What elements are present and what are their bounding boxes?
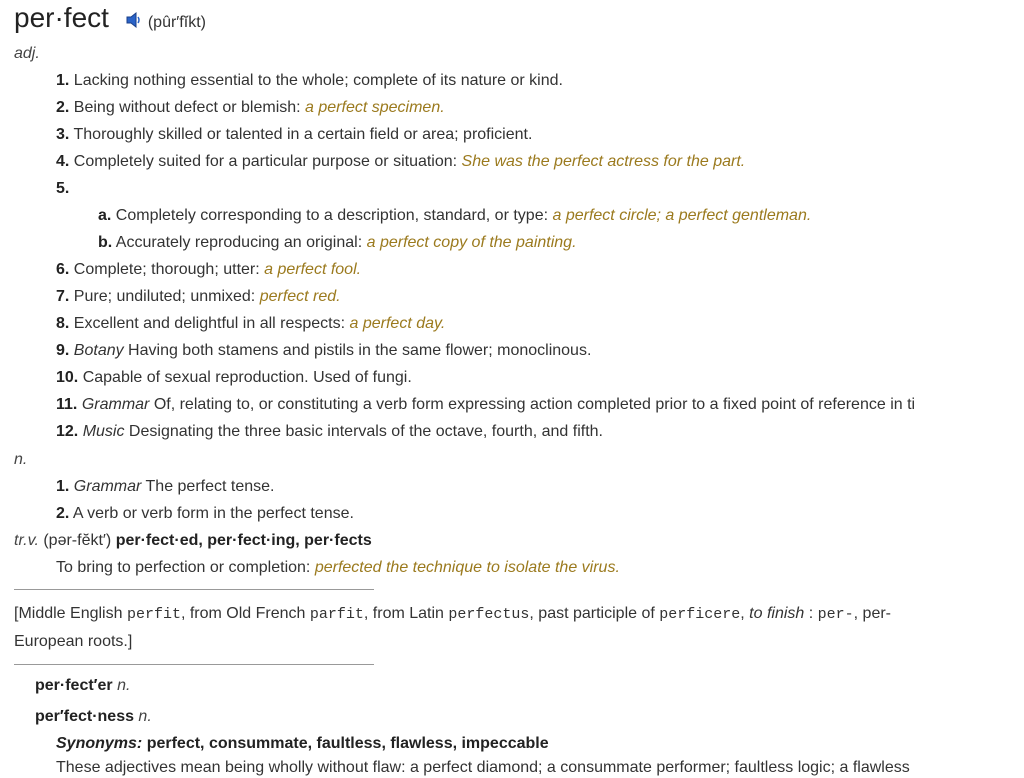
sense-7: 7. Pure; undiluted; unmixed: perfect red. <box>56 288 341 305</box>
sense-5b: b. Accurately reproducing an original: a perfect copy of the painting. <box>98 234 577 251</box>
sense-4: 4. Completely suited for a particular purpose or situation: She was the perfect actress for the part. <box>56 153 746 170</box>
sense-6: 6. Complete; thorough; utter: a perfect fool. <box>56 261 362 278</box>
sense-2: 2. Being without defect or blemish: a perfect specimen. <box>56 99 445 116</box>
sense-10: 10. Capable of sexual reproduction. Used of fungi. <box>56 369 412 386</box>
verb-line: tr.v. (pər-fĕkt′) per·fect·ed, per·fect·ing, per·fects <box>14 532 372 549</box>
sense-11: 11. Grammar Of, relating to, or constituting a verb form expressing action completed prior to a fixed point of reference in ti <box>56 396 916 413</box>
noun-sense-2: 2. A verb or verb form in the perfect tense. <box>56 505 354 522</box>
derived-form-1: per·fect′er n. <box>35 677 131 694</box>
headword-line <box>14 2 206 35</box>
sense-8: 8. Excellent and delightful in all respects: a perfect day. <box>56 315 446 332</box>
sense-5: 5. <box>56 180 70 197</box>
headword: per·fect <box>14 2 109 33</box>
sense-12: 12. Music Designating the three basic intervals of the octave, fourth, and fifth. <box>56 423 603 440</box>
etymology-line-2: European roots.] <box>14 633 133 650</box>
speaker-icon[interactable] <box>125 11 143 35</box>
sense-1: 1. Lacking nothing essential to the whole; complete of its nature or kind. <box>56 72 563 89</box>
pos-label-noun: n. <box>14 451 28 468</box>
synonyms-note: These adjectives mean being wholly without flaw: a perfect diamond; a consummate performer; faultless logic; a flawless <box>56 759 910 776</box>
synonyms-line: Synonyms: perfect, consummate, faultless, flawless, impeccable <box>56 735 549 752</box>
noun-sense-1: 1. Grammar The perfect tense. <box>56 478 275 495</box>
verb-definition: To bring to perfection or completion: perfected the technique to isolate the virus. <box>56 559 620 576</box>
divider <box>14 589 374 590</box>
sense-9: 9. Botany Having both stamens and pistils in the same flower; monoclinous. <box>56 342 592 359</box>
divider <box>14 664 374 665</box>
derived-form-2: per′fect·ness n. <box>35 708 152 725</box>
sense-3: 3. Thoroughly skilled or talented in a certain field or area; proficient. <box>56 126 533 143</box>
pronunciation: (pûr′fĭkt) <box>147 14 206 31</box>
sense-5a: a. Completely corresponding to a description, standard, or type: a perfect circle; a perfect gentleman. <box>98 207 812 224</box>
etymology-line-1: [Middle English perfit, from Old French parfit, from Latin perfectus, past participle of perficere, to finish : per-, per- <box>14 605 891 623</box>
pos-label-adj: adj. <box>14 45 40 62</box>
